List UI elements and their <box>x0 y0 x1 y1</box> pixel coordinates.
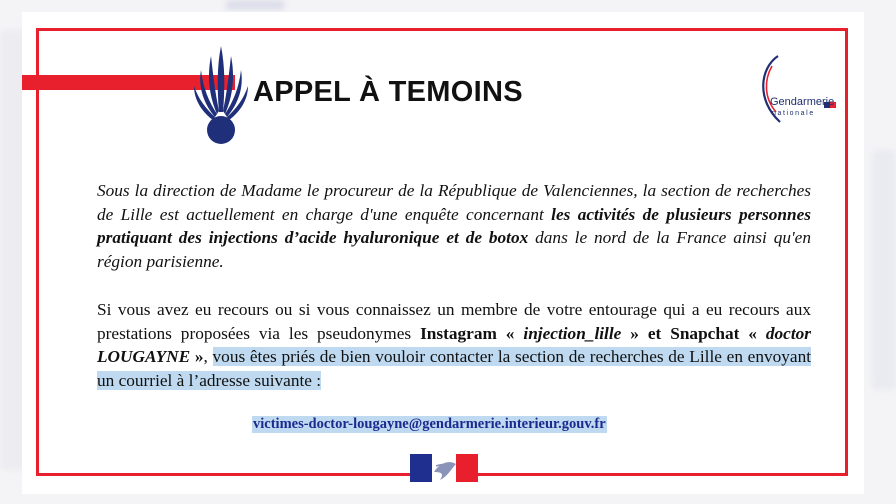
notice-card <box>22 12 864 494</box>
p2-bold3: » <box>190 347 204 366</box>
paragraph-appeal <box>97 298 811 392</box>
p2-instagram-handle: injection_lille <box>523 323 622 343</box>
p2-highlight: vous êtes priés de bien vouloir contacter la section de recherches de Lille en envoyant un courriel à l’adresse suivante : <box>97 347 812 390</box>
p2-text2: , <box>203 347 213 366</box>
p2-snapchat-handle: doctor LOUGAYNE <box>97 323 811 366</box>
p2-text1: Si vous avez eu recours ou si vous connaissez un membre de votre entourage qui a eu recours aux prestations proposées via les pseudonymes <box>97 300 811 343</box>
logo-text-nationale: nationale <box>772 110 815 117</box>
p1-text2: dans le nord de la France ainsi qu'en région parisienne. <box>97 228 811 271</box>
p2-bold1: Instagram « <box>420 323 524 343</box>
contact-email[interactable]: victimes-doctor-lougayne@gendarmerie.interieur.gouv.fr <box>253 416 606 432</box>
grenade-flame-icon <box>188 42 254 146</box>
logo-text-gendarmerie: Gendarmerie <box>770 96 835 108</box>
p2-bold2: » et Snapchat « <box>621 323 766 343</box>
background-blur-top <box>225 0 285 10</box>
marianne-republique-icon <box>410 454 478 482</box>
background-blur-right <box>872 150 896 390</box>
p1-text1: Sous la direction de Madame le procureur de la République de Valenciennes, la section de recherches de Lille est actuellement en charge d'une enquête concernant <box>97 181 811 224</box>
page-title: APPEL À TEMOINS <box>253 76 523 108</box>
p1-bold: les activités de plusieurs personnes pratiquant des injections d’acide hyaluronique et de botox <box>97 204 811 247</box>
paragraph-investigation <box>97 179 811 273</box>
